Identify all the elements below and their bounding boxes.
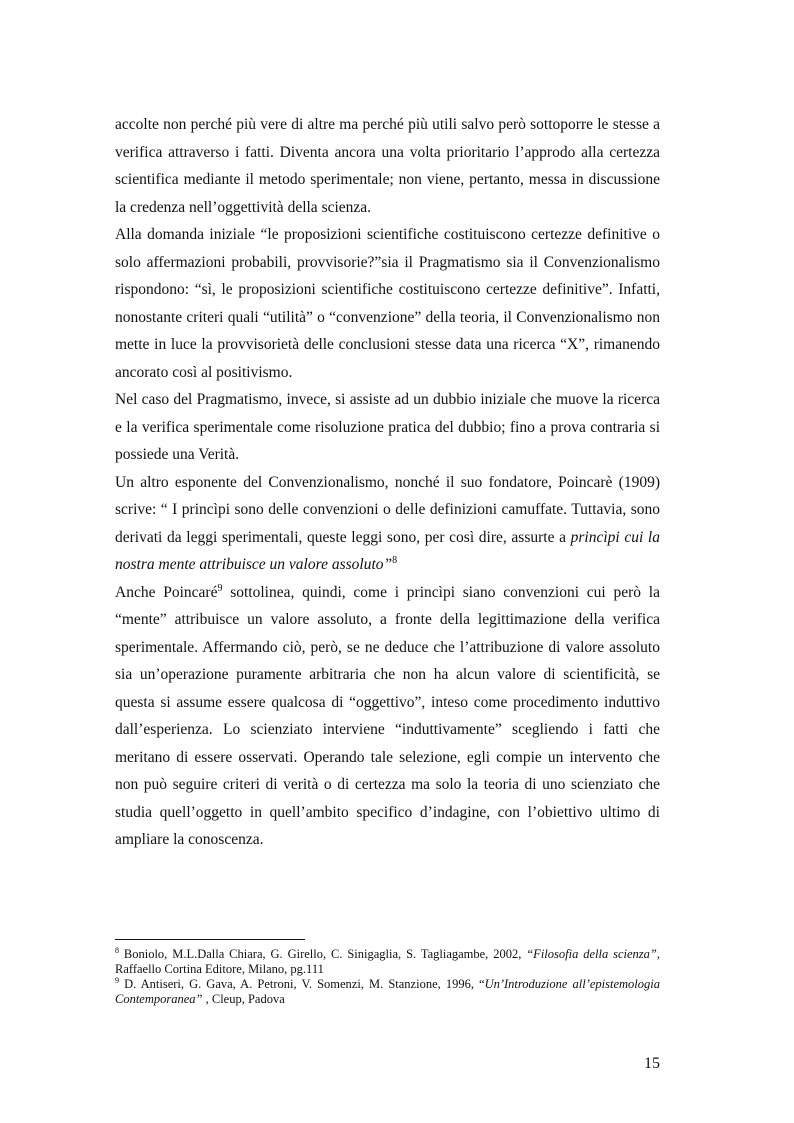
footnote-9 <box>115 977 660 1007</box>
footnote-separator <box>115 939 305 940</box>
footnote-text: Boniolo, M.L.Dalla Chiara, G. Girello, C. Sinigaglia, S. Tagliagambe, 2002, <box>119 947 527 961</box>
footnote-title: Un’Introduzione all’epistemologia Contemporanea” <box>115 977 660 1006</box>
footnote-ref-8[interactable]: 8 <box>392 554 398 566</box>
footnote-8 <box>115 947 660 977</box>
footnote-text: D. Antiseri, G. Gava, A. Petroni, V. Somenzi, M. Stanzione, 1996, “ <box>119 977 485 991</box>
footnote-rest: , Cleup, Padova <box>202 992 285 1006</box>
body-text <box>115 111 660 854</box>
footnote-rest: Raffaello Cortina Editore, Milano, pg.111 <box>115 962 324 976</box>
paragraph-2: Alla domanda iniziale “le proposizioni scientifiche costituiscono certezze definitive o solo affermazioni probabili, provvisorie?”sia il Pragmatismo sia il Convenzionalismo rispondono: “sì, le proposizioni scientifiche costituiscono certezze definitive”. Infatti, nonostante criteri quali “utilità” o “convenzione” della teoria, il Convenzionalismo non mette in luce la provvisorietà delle conclusioni stesse data una ricerca “X”, rimanendo ancorato così al positivismo. <box>115 226 660 381</box>
paragraph-4 <box>115 469 660 579</box>
footnote-number: 9 <box>115 975 119 985</box>
page-number: 15 <box>644 1055 660 1072</box>
footnotes <box>115 947 660 1007</box>
poincare-quote-italic: princìpi cui la nostra mente attribuisce un valore assoluto” <box>115 528 660 573</box>
paragraph-5 <box>115 579 660 854</box>
footnote-title: “Filosofia della scienza”, <box>526 947 660 961</box>
footnote-number: 8 <box>115 945 119 955</box>
paragraph-1: accolte non perché più vere di altre ma perché più utili salvo però sottoporre le stesse a verifica attraverso i fatti. Diventa ancora una volta prioritario l’approdo alla certezza scientifica mediante il metodo sperimentale; non viene, pertanto, messa in discussione la credenza nell’oggettività della scienza. <box>115 116 660 216</box>
paragraph-3: Nel caso del Pragmatismo, invece, si assiste ad un dubbio iniziale che muove la ricerca e la verifica sperimentale come risoluzione pratica del dubbio; fino a prova contraria si possiede una Verità. <box>115 391 660 463</box>
footnote-ref-9[interactable]: 9 <box>217 582 223 594</box>
paragraph-4-text: Un altro esponente del Convenzionalismo, nonché il suo fondatore, Poincarè (1909) scrive: “ I princìpi sono delle convenzioni o delle definizioni camuffate. Tuttavia, sono derivati da leggi sperimentali, queste leggi sono, per così dire, assurte a <box>115 473 660 546</box>
paragraph-5-text: sottolinea, quindi, come i princìpi siano convenzioni cui però la “mente” attribuisce un valore assoluto, a fronte della legittimazione della verifica sperimentale. Affermando ciò, però, se ne deduce che l’attribuzione di valore assoluto sia un’operazione puramente arbitraria che non ha alcun valore di scientificità, se questa si assume essere qualcosa di “oggettivo”, inteso come procedimento induttivo dall’esperienza. Lo scienziato interviene “induttivamente” scegliendo i fatti che meritano di essere osservati. Operando tale selezione, egli compie un intervento che non può seguire criteri di verità o di certezza ma solo la teoria di uno scienziato che studia quell’oggetto in quell’ambito specifico d’indagine, con l’obiettivo ultimo di ampliare la conoscenza. <box>115 583 660 848</box>
paragraph-5-start: Anche Poincaré <box>115 583 218 601</box>
